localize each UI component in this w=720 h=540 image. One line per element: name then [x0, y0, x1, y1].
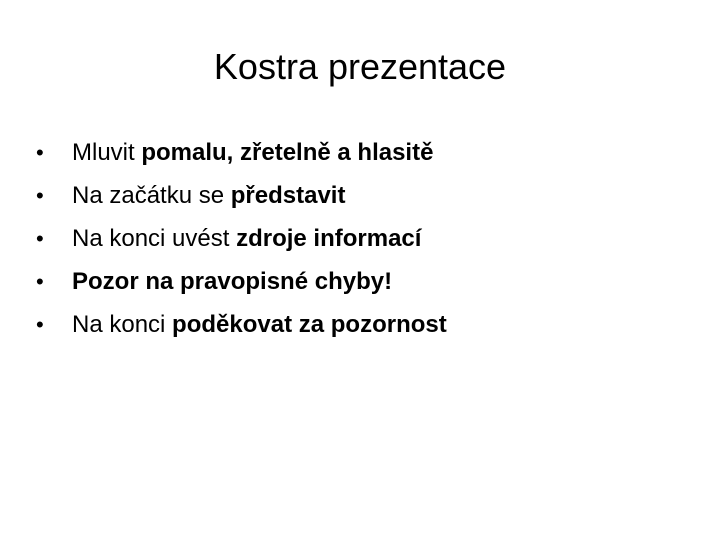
bullet-text — [72, 260, 392, 303]
bullet-item — [36, 303, 686, 346]
bullet-text-bold: představit — [230, 182, 346, 209]
slide-title: Kostra prezentace — [213, 46, 507, 87]
bullet-item — [36, 131, 686, 174]
bullet-item — [36, 260, 686, 303]
bullet-text-bold: poděkovat za pozornost — [172, 311, 447, 338]
bullet-icon: • — [36, 140, 44, 165]
bullet-text-normal: Na konci — [72, 311, 173, 338]
bullet-text-bold: pomalu, zřetelně a hlasitě — [141, 139, 434, 166]
bullet-text-bold: zdroje informací — [236, 225, 422, 252]
bullet-text — [72, 174, 345, 217]
bullet-icon: • — [36, 312, 44, 337]
bullet-text-normal: Na začátku se — [72, 182, 231, 209]
bullet-list — [36, 131, 686, 346]
bullet-text-bold: Pozor na pravopisné chyby! — [72, 268, 393, 295]
bullet-text — [72, 303, 447, 346]
bullet-text-normal: Mluvit — [72, 139, 142, 166]
bullet-item — [36, 217, 686, 260]
bullet-text-normal: Na konci uvést — [72, 225, 237, 252]
bullet-icon: • — [36, 269, 44, 294]
bullet-text — [72, 131, 433, 174]
bullet-item — [36, 174, 686, 217]
bullet-icon: • — [36, 226, 44, 251]
bullet-icon: • — [36, 183, 44, 208]
bullet-text — [72, 217, 421, 260]
